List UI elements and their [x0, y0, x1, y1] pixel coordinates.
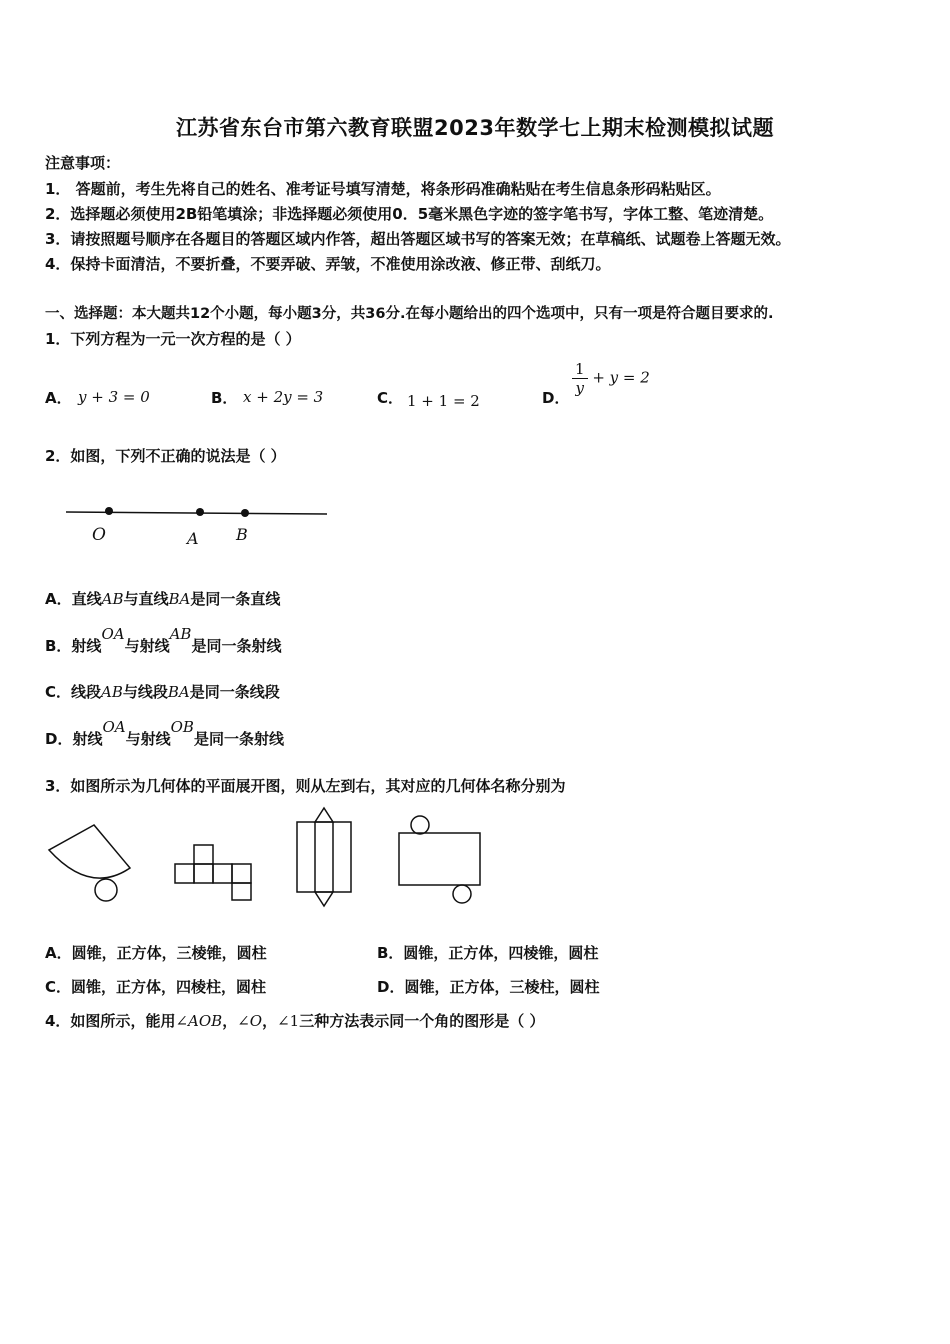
q4-stem-post: 三种方法表示同一个角的图形是（ ）	[299, 1012, 545, 1030]
q2-option-a-pre: A．直线	[45, 590, 102, 608]
q3-cone-base-circle	[95, 879, 117, 901]
q2-option-c-post: 是同一条线段	[189, 683, 280, 701]
q3-option-b: B．圆锥，正方体，四棱锥，圆柱	[377, 944, 599, 962]
q1-option-b-label: B．	[211, 389, 238, 407]
q3-cube-net	[175, 845, 251, 900]
q3-cylinder-net	[399, 816, 480, 903]
q2-option-c-m2: BA	[167, 683, 190, 701]
section-heading: 一、选择题：本大题共12个小题，每小题3分，共36分.在每小题给出的四个选项中，只有一项是符合题目要求的.	[45, 306, 774, 322]
q4-sep-1: ，	[222, 1012, 238, 1030]
q2-point-b-label: B	[236, 525, 248, 544]
q2-option-c-mid: 与线段	[122, 683, 168, 701]
q1-option-d-label: D．	[542, 389, 570, 407]
notice-item-3: 3．请按照题号顺序在各题目的答题区域内作答，超出答题区域书写的答案无效；在草稿纸、试题卷上答题无效。	[45, 230, 791, 248]
q2-point-o-label: O	[92, 525, 106, 545]
q2-option-a-mid: 与直线	[123, 590, 169, 608]
q2-option-b-m2: AB	[169, 625, 192, 643]
q2-option-d-m1: OA	[102, 718, 126, 736]
notice-item-2: 2．选择题必须使用2B铅笔填涂；非选择题必须使用0．5毫米黑色字迹的签字笔书写，字体工整、笔迹清楚。	[45, 205, 774, 223]
q3-option-d: D．圆锥，正方体，三棱柱，圆柱	[377, 978, 600, 996]
q1-stem: 1．下列方程为一元一次方程的是（ ）	[45, 330, 301, 348]
q3-option-c: C．圆锥，正方体，四棱柱，圆柱	[45, 978, 267, 996]
q3-cone-sector	[49, 825, 130, 878]
q1-option-d-denominator: y	[575, 379, 585, 397]
q4-stem-pre: 4．如图所示，能用	[45, 1012, 176, 1030]
q1-option-c-expr: 1 + 1 = 2	[407, 392, 480, 410]
q3-prism-net	[297, 808, 351, 906]
q4-angle-aob: ∠AOB	[175, 1012, 223, 1030]
q2-option-b-mid: 与射线	[124, 637, 170, 655]
q1-option-d-rest: + y = 2	[592, 368, 650, 387]
q1-option-c-label: C．	[377, 389, 404, 407]
q2-option-c-pre: C．线段	[45, 683, 102, 701]
q2-option-a-m1: AB	[101, 590, 124, 608]
q4-stem	[45, 1010, 544, 1031]
q2-option-c-m1: AB	[101, 683, 123, 701]
q4-angle-1: ∠1	[277, 1012, 300, 1030]
q1-option-d-numerator: 1	[572, 360, 588, 379]
q2-option-b-post: 是同一条射线	[191, 637, 282, 655]
q1-option-a-expr: y + 3 = 0	[78, 388, 150, 406]
q2-option-b-m1: OA	[101, 625, 125, 643]
q2-stem: 2．如图，下列不正确的说法是（ ）	[45, 447, 286, 465]
q2-option-d-post: 是同一条射线	[193, 730, 284, 748]
page-title: 江苏省东台市第六教育联盟2023年数学七上期末检测模拟试题	[176, 116, 774, 140]
q3-option-a: A．圆锥，正方体，三棱锥，圆柱	[45, 944, 267, 962]
q1-option-a-label: A．	[45, 389, 72, 407]
q2-point-a-label: A	[187, 529, 199, 548]
notice-item-1: 1． 答题前，考生先将自己的姓名、准考证号填写清楚，将条形码准确粘贴在考生信息条形码粘贴区。	[45, 180, 721, 198]
q2-option-a-post: 是同一条直线	[190, 590, 281, 608]
q2-option-d-pre: D．射线	[45, 730, 103, 748]
q4-sep-2: ，	[262, 1012, 278, 1030]
q3-stem: 3．如图所示为几何体的平面展开图，则从左到右，其对应的几何体名称分别为	[45, 777, 566, 795]
q1-option-b-expr: x + 2y = 3	[243, 388, 324, 406]
q4-angle-o: ∠O	[237, 1012, 263, 1030]
q2-option-b-pre: B．射线	[45, 637, 102, 655]
q2-option-d-mid: 与射线	[125, 730, 171, 748]
notice-heading: 注意事项：	[45, 154, 121, 172]
q2-option-a-m2: BA	[168, 590, 191, 608]
notice-item-4: 4．保持卡面清洁，不要折叠，不要弄破、弄皱，不准使用涂改液、修正带、刮纸刀。	[45, 255, 611, 273]
q2-option-d-m2: OB	[170, 718, 194, 736]
